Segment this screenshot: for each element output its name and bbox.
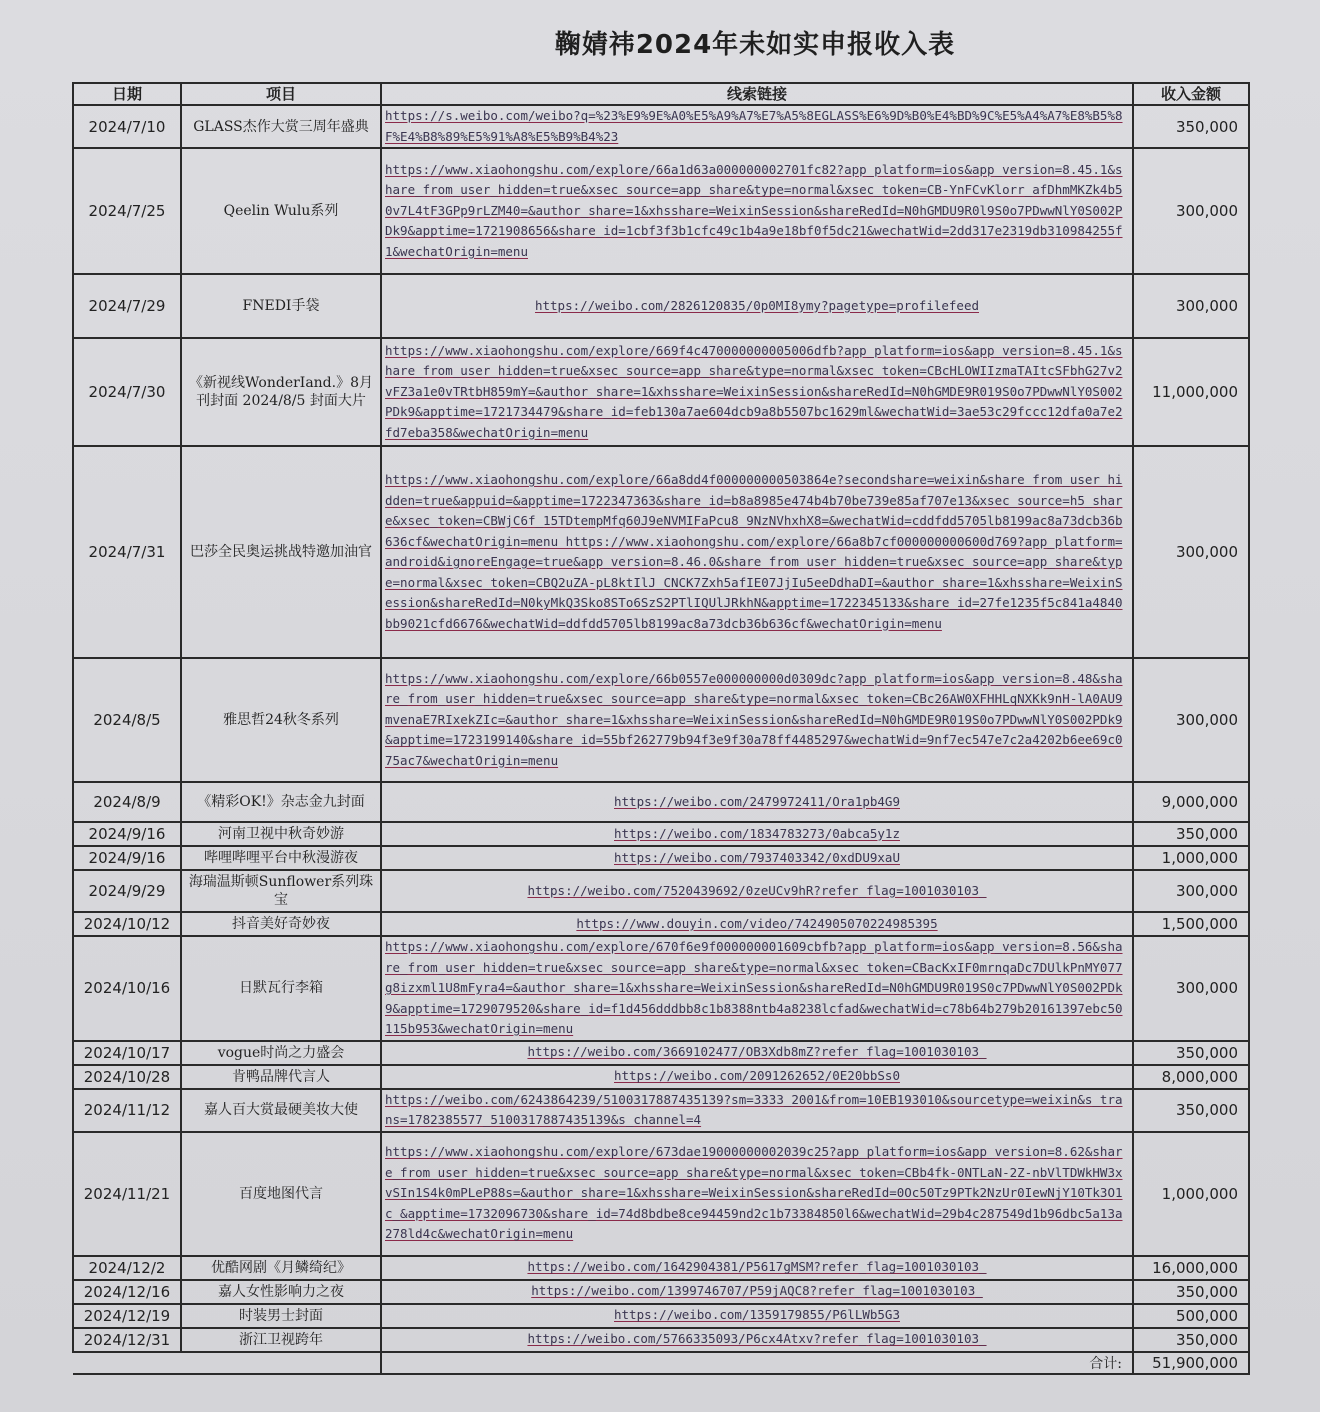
table-row: [73, 1304, 1249, 1328]
row-date: 2024/10/17: [73, 1041, 181, 1065]
row-link[interactable]: [381, 1280, 1133, 1304]
row-amount: 500,000: [1133, 1304, 1249, 1328]
income-table: [72, 82, 1250, 1375]
row-date: 2024/9/16: [73, 822, 181, 846]
row-amount: 300,000: [1133, 274, 1249, 338]
row-amount: 300,000: [1133, 936, 1249, 1041]
table-row: [73, 1041, 1249, 1065]
row-date: 2024/7/10: [73, 105, 181, 148]
row-item: 优酷网剧《月鳞绮纪》: [181, 1256, 381, 1280]
row-date: 2024/11/21: [73, 1132, 181, 1256]
row-link[interactable]: [381, 338, 1133, 446]
row-date: 2024/12/2: [73, 1256, 181, 1280]
row-item: 浙江卫视跨年: [181, 1328, 381, 1352]
header-date: 日期: [73, 83, 181, 105]
row-link[interactable]: [381, 1328, 1133, 1352]
row-link[interactable]: [381, 148, 1133, 274]
table-row: [73, 1280, 1249, 1304]
table-row: [73, 1065, 1249, 1089]
row-link-text[interactable]: https://weibo.com/7937403342/0xdDU9xaU: [614, 849, 900, 865]
row-link[interactable]: [381, 274, 1133, 338]
row-amount: 350,000: [1133, 105, 1249, 148]
row-date: 2024/12/31: [73, 1328, 181, 1352]
row-link[interactable]: [381, 822, 1133, 846]
row-link-text[interactable]: https://www.xiaohongshu.com/explore/670f6e9f000000001609cbfb?app_platform=ios&app_version=8.56&share_from_user_hidden=true&xsec_source=app_share&type=normal&xsec_token=CBacKxIF0mrnqaDc7DUlkPnMY077g8izxml1U8mFyra4=&author_share=1&xhsshare=WeixinSession&shareRedId=N0hGMDU9R019S0c7PDwwNlY0S002PDk9&apptime=1729079520&share_id=f1d456dddbb8c1b8388ntb4a8238lcfad&wechatWid=c78b64b279b20161397ebc50115b953&wechatOrigin=menu: [385, 939, 1123, 1036]
row-link-text[interactable]: https://weibo.com/2479972411/Ora1pb4G9: [614, 793, 900, 809]
row-item: 抖音美好奇妙夜: [181, 912, 381, 936]
row-item: 百度地图代言: [181, 1132, 381, 1256]
row-date: 2024/11/12: [73, 1089, 181, 1132]
row-link[interactable]: [381, 846, 1133, 870]
row-date: 2024/9/16: [73, 846, 181, 870]
row-date: 2024/10/16: [73, 936, 181, 1041]
row-date: 2024/7/30: [73, 338, 181, 446]
table-row: [73, 1132, 1249, 1256]
row-amount: 1,500,000: [1133, 912, 1249, 936]
row-amount: 350,000: [1133, 1089, 1249, 1132]
row-link-text[interactable]: https://weibo.com/7520439692/0zeUCv9hR?refer_flag=1001030103_: [527, 882, 987, 898]
row-item: 时装男士封面: [181, 1304, 381, 1328]
row-amount: 300,000: [1133, 870, 1249, 912]
row-date: 2024/10/28: [73, 1065, 181, 1089]
table-row: [73, 338, 1249, 446]
row-date: 2024/7/25: [73, 148, 181, 274]
row-amount: 8,000,000: [1133, 1065, 1249, 1089]
total-amount: 51,900,000: [1133, 1352, 1249, 1374]
row-link[interactable]: [381, 1132, 1133, 1256]
header-amount: 收入金额: [1133, 83, 1249, 105]
total-blank-2: [181, 1352, 381, 1374]
row-item: 哔哩哔哩平台中秋漫游夜: [181, 846, 381, 870]
table-row: [73, 846, 1249, 870]
row-amount: 350,000: [1133, 1328, 1249, 1352]
table-row: [73, 1256, 1249, 1280]
table-row: [73, 936, 1249, 1041]
row-link-text[interactable]: https://weibo.com/1399746707/P59jAQC8?refer_flag=1001030103_: [531, 1283, 983, 1299]
row-date: 2024/9/29: [73, 870, 181, 912]
table-row: [73, 658, 1249, 782]
row-item: 日默瓦行李箱: [181, 936, 381, 1041]
table-row: [73, 1328, 1249, 1352]
table-row: [73, 446, 1249, 658]
row-link-text[interactable]: https://weibo.com/3669102477/OB3Xdb8mZ?refer_flag=1001030103_: [527, 1044, 987, 1060]
row-link[interactable]: [381, 1065, 1133, 1089]
table-row: [73, 148, 1249, 274]
row-item: GLASS杰作大赏三周年盛典: [181, 105, 381, 148]
row-link-text[interactable]: https://weibo.com/2091262652/0E20bbSs0: [614, 1068, 900, 1084]
row-date: 2024/7/29: [73, 274, 181, 338]
row-link-text[interactable]: https://www.xiaohongshu.com/explore/66b0557e000000000d0309dc?app_platform=ios&app_version=8.48&share_from_user_hidden=true&xsec_source=app_share&type=normal&xsec_token=CBc26AW0XFHHLqNXKk9nH-lA0AU9mvenaE7RIxekZIc=&author_share=1&xhsshare=WeixinSession&shareRedId=N0hGMDE9R019S0o7PDwwNlY0S002PDk9&apptime=1723199140&share_id=55bf262779b94f3e9f30a78ff4485297&wechatWid=9nf7ec547e7c2a4202b6ee69c075ac7&wechatOrigin=menu: [385, 670, 1123, 768]
table-row: [73, 912, 1249, 936]
row-item: 《精彩OK!》杂志金九封面: [181, 782, 381, 822]
row-link-text[interactable]: https://weibo.com/1834783273/0abca5y1z: [614, 825, 900, 841]
total-blank-1: [73, 1352, 181, 1374]
row-amount: 350,000: [1133, 822, 1249, 846]
row-link[interactable]: [381, 105, 1133, 148]
row-amount: 9,000,000: [1133, 782, 1249, 822]
row-amount: 300,000: [1133, 446, 1249, 658]
row-amount: 16,000,000: [1133, 1256, 1249, 1280]
table-row: [73, 274, 1249, 338]
row-amount: 300,000: [1133, 148, 1249, 274]
row-link-text[interactable]: https://www.xiaohongshu.com/explore/66a1d63a000000002701fc82?app_platform=ios&app_version=8.45.1&share_from_user_hidden=true&xsec_source=app_share&type=normal&xsec_token=CB-YnFCvKlorr_afDhmMKZk4b50v7L4tF3GPp9rLZM40=&author_share=1&xhsshare=WeixinSession&shareRedId=N0hGMDU9R0l9S0o7PDwwNlY0S002PDk9&apptime=1721908656&share_id=1cbf3f3b1cfc49c1b4a9e18bf0f5dc21&wechatWid=2dd317e2319db310984255f1&wechatOrigin=menu: [385, 161, 1123, 259]
row-link-text[interactable]: https://weibo.com/2826120835/0p0MI8ymy?pagetype=profilefeed: [534, 297, 979, 313]
row-link[interactable]: [381, 1256, 1133, 1280]
row-amount: 350,000: [1133, 1041, 1249, 1065]
row-link-text[interactable]: https://weibo.com/1359179855/P6lLWb5G3: [614, 1307, 900, 1323]
row-link-text[interactable]: https://weibo.com/6243864239/5100317887435139?sm=3333_2001&from=10EB193010&sourcetype=weixin&s_trans=1782385577_5100317887435139&s_channel=4: [385, 1091, 1123, 1127]
row-item: vogue时尚之力盛会: [181, 1041, 381, 1065]
row-item: 《新视线WonderIand.》8月刊封面 2024/8/5 封面大片: [181, 338, 381, 446]
row-date: 2024/12/16: [73, 1280, 181, 1304]
row-link[interactable]: [381, 870, 1133, 912]
table-header-row: [73, 83, 1249, 105]
row-date: 2024/7/31: [73, 446, 181, 658]
row-item: 雅思哲24秋冬系列: [181, 658, 381, 782]
row-date: 2024/10/12: [73, 912, 181, 936]
header-link: 线索链接: [381, 83, 1133, 105]
row-link-text[interactable]: https://s.weibo.com/weibo?q=%23%E9%9E%A0%E5%A9%A7%E7%A5%8EGLASS%E6%9D%B0%E4%BD%9C%E5%A4%A7%E8%B5%8F%E4%B8%89%E5%91%A8%E5%B9%B4%23: [385, 108, 1123, 144]
row-link-text[interactable]: https://weibo.com/1642904381/P5617gMSM?refer_flag=1001030103_: [527, 1259, 987, 1275]
row-link[interactable]: [381, 912, 1133, 936]
table-row: [73, 1089, 1249, 1132]
row-link[interactable]: [381, 658, 1133, 782]
row-item: 巴莎全民奥运挑战特邀加油官: [181, 446, 381, 658]
page-title: 鞠婧祎2024年未如实申报收入表: [554, 30, 956, 60]
row-link-text[interactable]: https://www.xiaohongshu.com/explore/66a8dd4f000000000503864e?secondshare=weixin&share_from_user_hidden=true&appuid=&apptime=1722347363&share_id=b8a8985e474b4b70be739e85af707e13&xsec_source=h5_share&xsec_token=CBWjC6f_15TDtempMfq60J9eNVMIFaPcu8_9NzNVhxhX8=&wechatWid=cddfdd5705lb8199ac8a73dcb36b636cf&wechatOrigin=menu https://www.xiaohongshu.com/explore/66a8b7cf000000000600d769?app_platform=android&ignoreEngage=true&app_version=8.46.0&share_from_user_hidden=true&xsec_source=app_share&type=normal&xsec_token=CBQ2uZA-pL8ktIlJ_CNCK7Zxh5afIE07JjIu5eeDdhaDI=&author_share=1&xhsshare=WeixinSession&shareRedId=N0kyMkQ3Sko8STo6SzS2PTlIQUlJRkhN&apptime=1722345133&share_id=27fe1235f5c841a4840bb9021cfd6676&wechatWid=ddfdd5705lb8199ac8a73dcb36b636cf&wechatOrigin=menu: [385, 472, 1123, 631]
row-item: 河南卫视中秋奇妙游: [181, 822, 381, 846]
row-link-text[interactable]: https://weibo.com/5766335093/P6cx4Atxv?refer_flag=1001030103_: [527, 1331, 987, 1347]
row-date: 2024/8/9: [73, 782, 181, 822]
header-item: 项目: [181, 83, 381, 105]
row-date: 2024/8/5: [73, 658, 181, 782]
row-item: Qeelin Wulu系列: [181, 148, 381, 274]
row-amount: 1,000,000: [1133, 1132, 1249, 1256]
row-item: 嘉人百大赏最硬美妆大使: [181, 1089, 381, 1132]
row-link[interactable]: [381, 1304, 1133, 1328]
row-date: 2024/12/19: [73, 1304, 181, 1328]
table-row: [73, 870, 1249, 912]
table-row: [73, 822, 1249, 846]
row-link-text[interactable]: https://www.douyin.com/video/7424905070224985395: [576, 915, 938, 931]
row-item: 嘉人女性影响力之夜: [181, 1280, 381, 1304]
row-link[interactable]: [381, 1041, 1133, 1065]
row-link[interactable]: [381, 782, 1133, 822]
row-link-text[interactable]: https://www.xiaohongshu.com/explore/673dae19000000002039c25?app_platform=ios&app_version=8.62&share_from_user_hidden=true&xsec_source=app_share&type=normal&xsec_token=CBb4fk-0NTLaN-2Z-nbVlTDWkHW3xvSIn1S4k0mPLeP88s=&author_share=1&xhsshare=WeixinSession&shareRedId=0Oc50Tz9PTk2NzUr0IewNjY10Tk3O1c_&apptime=1732096730&share_id=74d8bdbe8ce94459nd2c1b73384850l6&wechatWid=29b4c287549d1b96dbc5a13a278ld4c&wechatOrigin=menu: [385, 1144, 1123, 1242]
row-item: 肯鸭品牌代言人: [181, 1065, 381, 1089]
row-amount: 350,000: [1133, 1280, 1249, 1304]
row-link-text[interactable]: https://www.xiaohongshu.com/explore/669f4c470000000005006dfb?app_platform=ios&app_version=8.45.1&share_from_user_hidden=true&xsec_source=app_share&type=normal&xsec_token=CBcHLOWIIzmaTAItcSFbhG27v2vFZ3a1e0vTRtbH859mY=&author_share=1&xhsshare=WeixinSession&shareRedId=N0hGMDE9R019S0o7PDwwNlY0S002PDk9&apptime=1721734479&share_id=feb130a7ae604dcb9a8b5507bc1629ml&wechatWid=3ae53c29fccc12dfa0a7e2fd7eba358&wechatOrigin=menu: [385, 342, 1123, 440]
row-item: 海瑞温斯顿Sunflower系列珠宝: [181, 870, 381, 912]
total-label: 合计:: [381, 1352, 1133, 1374]
row-link[interactable]: [381, 1089, 1133, 1132]
row-amount: 1,000,000: [1133, 846, 1249, 870]
total-row: [73, 1352, 1249, 1374]
row-link[interactable]: [381, 446, 1133, 658]
table-body: [73, 105, 1249, 1352]
row-item: FNEDI手袋: [181, 274, 381, 338]
table-row: [73, 105, 1249, 148]
table-row: [73, 782, 1249, 822]
row-link[interactable]: [381, 936, 1133, 1041]
row-amount: 11,000,000: [1133, 338, 1249, 446]
row-amount: 300,000: [1133, 658, 1249, 782]
